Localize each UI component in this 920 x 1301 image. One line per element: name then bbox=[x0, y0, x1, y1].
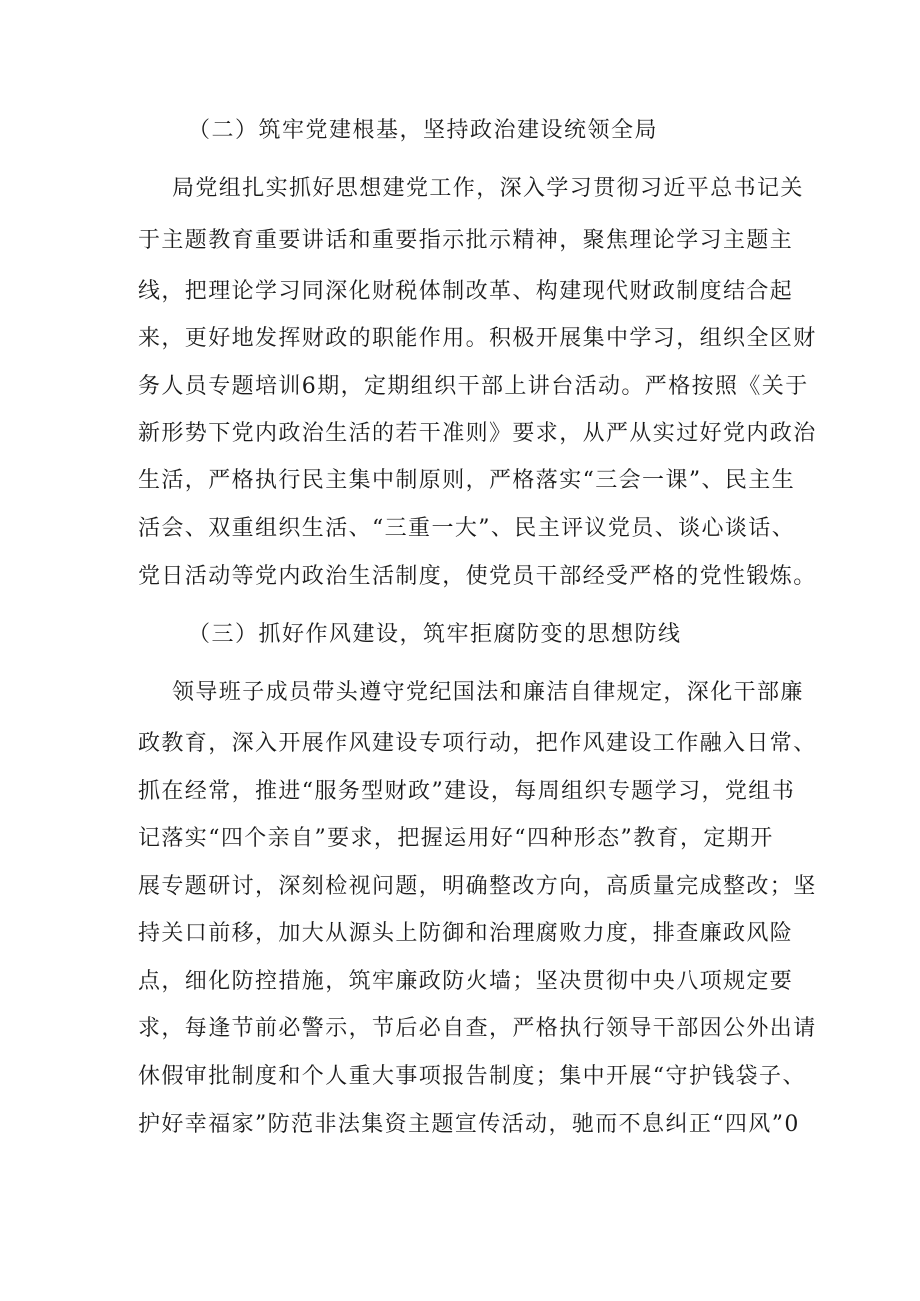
section-heading-2: （二）筑牢党建根基，坚持政治建设统领全局 bbox=[188, 118, 659, 143]
paragraph-line: 求，每逢节前必警示，节后必自查，严格执行领导干部因公外出请 bbox=[138, 1016, 817, 1041]
section-heading-3: （三）抓好作风建设，筑牢拒腐防变的思想防线 bbox=[188, 622, 682, 647]
paragraph-line: 护好幸福家”防范非法集资主题宣传活动，驰而不息纠正“四风”0 bbox=[138, 1112, 800, 1137]
paragraph-line: 于主题教育重要讲话和重要指示批示精神，聚焦理论学习主题主 bbox=[138, 228, 794, 253]
paragraph-line: 线，把理论学习同深化财税体制改革、构建现代财政制度结合起 bbox=[138, 279, 794, 304]
paragraph-line: 政教育，深入开展作风建设专项行动，把作风建设工作融入日常、 bbox=[138, 731, 817, 756]
paragraph-line: 务人员专题培训6期，定期组织干部上讲台活动。严格按照《关于 bbox=[138, 374, 809, 399]
paragraph-line: 新形势下党内政治生活的若干准则》要求，从严从实过好党内政治 bbox=[138, 421, 817, 446]
paragraph-line: 点，细化防控措施，筑牢廉政防火墙；坚决贯彻中央八项规定要 bbox=[138, 969, 794, 994]
paragraph-line: 局党组扎实抓好思想建党工作，深入学习贯彻习近平总书记关 bbox=[172, 176, 804, 201]
paragraph-line: 展专题研讨，深刻检视问题，明确整改方向，高质量完成整改；坚 bbox=[138, 874, 817, 899]
paragraph-line: 记落实“四个亲自”要求，把握运用好“四种形态”教育，定期开 bbox=[138, 826, 774, 851]
paragraph-line: 党日活动等党内政治生活制度，使党员干部经受严格的党性锻炼。 bbox=[138, 564, 817, 589]
paragraph-line: 生活，严格执行民主集中制原则，严格落实“三会一课”、民主生 bbox=[138, 468, 796, 493]
paragraph-line: 领导班子成员带头遵守党纪国法和廉洁自律规定，深化干部廉 bbox=[172, 680, 804, 705]
paragraph-line: 抓在经常，推进“服务型财政”建设，每周组织专题学习，党组书 bbox=[138, 779, 796, 804]
paragraph-line: 休假审批制度和个人重大事项报告制度；集中开展“守护钱袋子、 bbox=[138, 1064, 806, 1089]
paragraph-line: 活会、双重组织生活、“三重一大”、民主评议党员、谈心谈话、 bbox=[138, 516, 796, 541]
paragraph-line: 来，更好地发挥财政的职能作用。积极开展集中学习，组织全区财 bbox=[138, 326, 817, 351]
paragraph-line: 持关口前移，加大从源头上防御和治理腐败力度，排查廉政风险 bbox=[138, 921, 794, 946]
